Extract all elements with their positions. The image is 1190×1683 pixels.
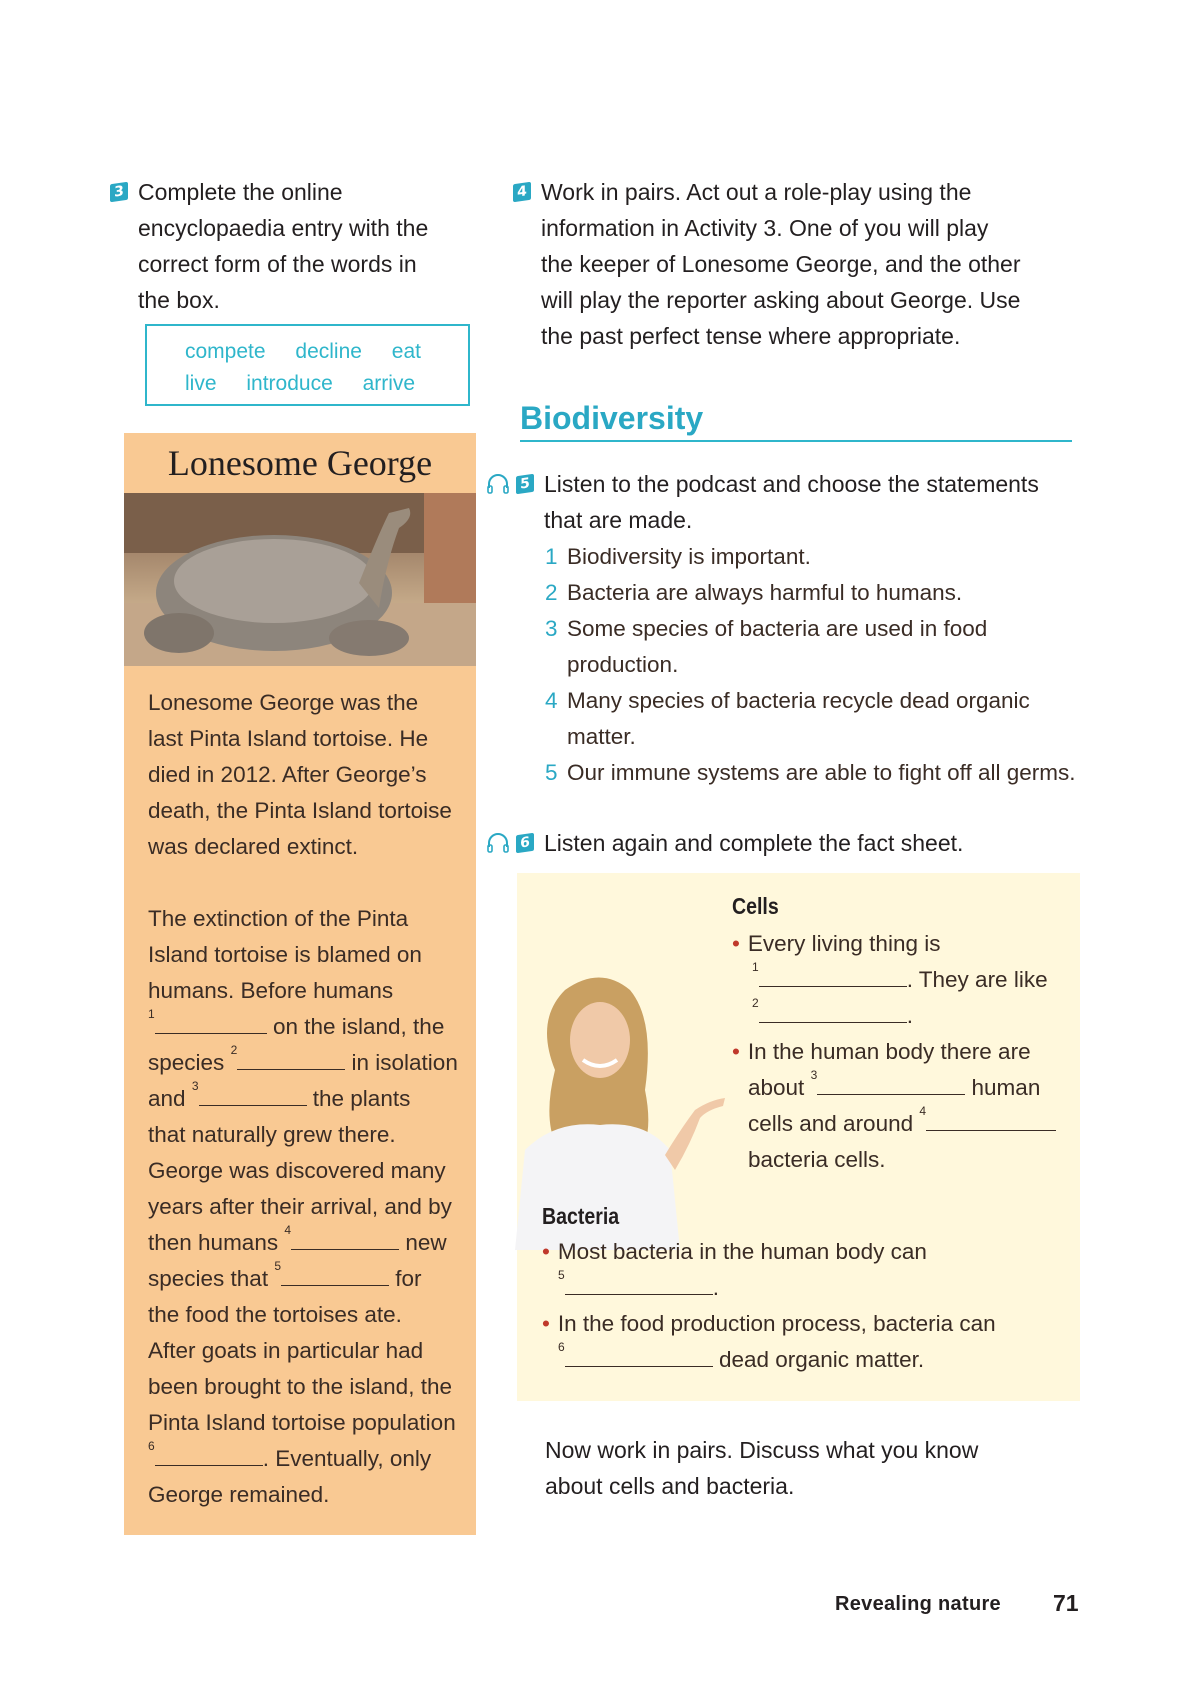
activity-3-instruction — [110, 174, 480, 318]
gap-5-blank[interactable] — [565, 1272, 713, 1295]
text-span: the plants — [312, 1086, 411, 1111]
unit-title: Revealing nature — [835, 1593, 1001, 1615]
headphones-icon[interactable] — [486, 833, 510, 853]
instruction-line: the keeper of Lonesome George, and the other — [541, 251, 1021, 277]
activity-number-badge: 6 — [516, 833, 534, 854]
text-line: Island tortoise is blamed on — [148, 942, 422, 967]
word-option: arrive — [362, 372, 416, 395]
statement-text: Our immune systems are able to fight off all germs. — [567, 760, 1076, 785]
encyclopaedia-entry — [124, 433, 476, 1535]
gap-number: 2 — [230, 1043, 238, 1057]
fact-line — [732, 1034, 1072, 1070]
text-line: humans. Before humans — [148, 978, 394, 1003]
gap-2-blank[interactable] — [237, 1047, 345, 1070]
statement-text: Bacteria are always harmful to humans. — [567, 580, 963, 605]
gap-number: 3 — [810, 1068, 818, 1082]
cells-section — [732, 893, 1072, 1178]
word-option: decline — [295, 340, 362, 363]
text-line: the food the tortoises ate. — [148, 1302, 402, 1327]
text-line: George remained. — [148, 1482, 330, 1507]
statement-item[interactable] — [545, 575, 1085, 611]
gap-1-blank[interactable] — [759, 964, 907, 987]
article-body — [148, 685, 468, 1513]
text-line: been brought to the island, the — [148, 1374, 452, 1399]
article-title: Lonesome George — [167, 443, 433, 483]
instruction-line: encyclopaedia entry with the — [138, 215, 429, 241]
text-span: . — [906, 1003, 913, 1028]
gap-5-blank[interactable] — [281, 1263, 389, 1286]
text-line: The extinction of the Pinta — [148, 906, 409, 931]
instruction-line: will play the reporter asking about George. Use — [541, 287, 1021, 313]
fact-line — [542, 1270, 1072, 1306]
statement-item[interactable] — [545, 755, 1085, 791]
gap-number: 6 — [558, 1340, 565, 1354]
bullet-icon: • — [732, 1039, 740, 1064]
text-span: about — [748, 1075, 805, 1100]
text-span: on the island, the — [272, 1014, 445, 1039]
text-line: death, the Pinta Island tortoise — [148, 798, 452, 823]
gap-number: 2 — [752, 996, 759, 1010]
page-number: 71 — [1053, 1590, 1079, 1616]
text-line: was declared extinct. — [148, 834, 359, 859]
bullet-icon: • — [542, 1311, 550, 1336]
gap-number: 1 — [148, 1007, 155, 1021]
gap-3-blank[interactable] — [817, 1072, 965, 1095]
gap-number: 5 — [558, 1268, 565, 1282]
fact-line — [732, 1070, 1072, 1106]
bacteria-heading: Bacteria — [542, 1203, 620, 1229]
fact-line — [542, 1306, 1072, 1342]
instruction-line: the past perfect tense where appropriate. — [541, 323, 961, 349]
gap-number: 1 — [752, 960, 759, 974]
fact-line — [542, 1234, 1072, 1270]
activity-6-instruction — [486, 825, 1086, 861]
text-line: After goats in particular had — [148, 1338, 424, 1363]
statement-number: 3 — [545, 616, 558, 641]
statement-item[interactable] — [545, 611, 1085, 683]
word-option: live — [185, 372, 217, 395]
text-line — [148, 1081, 468, 1117]
cells-heading: Cells — [732, 893, 779, 919]
text-line — [148, 1009, 468, 1045]
statement-item[interactable] — [545, 539, 1085, 575]
word-option: introduce — [246, 372, 333, 395]
text-span: Every living thing is — [747, 931, 941, 956]
text-line: died in 2012. After George’s — [148, 762, 427, 787]
text-line: Pinta Island tortoise population — [148, 1410, 456, 1435]
text-span: cells and around — [748, 1111, 914, 1136]
statement-text: Biodiversity is important. — [567, 544, 811, 569]
gap-6-blank[interactable] — [155, 1443, 263, 1466]
word-option: compete — [185, 340, 266, 363]
statement-text: Some species of bacteria are used in food — [567, 616, 988, 641]
word-box — [145, 324, 470, 406]
text-span: then humans — [148, 1230, 279, 1255]
gap-3-blank[interactable] — [199, 1083, 307, 1106]
instruction-line: Complete the online — [138, 179, 343, 205]
text-span: species — [148, 1050, 225, 1075]
text-span: . They are like — [906, 967, 1048, 992]
statement-text: Many species of bacteria recycle dead organic — [567, 688, 1030, 713]
text-line: that naturally grew there. — [148, 1122, 396, 1147]
bacteria-section — [542, 1203, 1072, 1378]
fact-line — [732, 962, 1072, 998]
fact-sheet — [517, 873, 1080, 1401]
statement-item[interactable] — [545, 683, 1085, 755]
text-span: dead organic matter. — [718, 1347, 925, 1372]
text-line — [148, 1441, 468, 1477]
gap-number: 6 — [148, 1439, 155, 1453]
fact-line — [732, 998, 1072, 1034]
text-line — [148, 1225, 468, 1261]
text-span: and — [148, 1086, 186, 1111]
fact-line: bacteria cells. — [748, 1147, 886, 1172]
gap-number: 3 — [191, 1079, 199, 1093]
instruction-line: about cells and bacteria. — [545, 1473, 795, 1499]
text-line — [148, 1261, 468, 1297]
text-line: Lonesome George was the — [148, 690, 419, 715]
word-option: eat — [391, 340, 421, 363]
instruction-line: Listen to the podcast and choose the statements — [544, 471, 1039, 497]
text-span: for — [395, 1266, 422, 1291]
fact-line — [732, 1106, 1072, 1142]
gap-1-blank[interactable] — [155, 1011, 267, 1034]
instruction-line: information in Activity 3. One of you will play — [541, 215, 989, 241]
text-line: George was discovered many — [148, 1158, 446, 1183]
text-span: Most bacteria in the human body can — [557, 1239, 927, 1264]
tortoise-illustration — [124, 493, 476, 666]
activity-5-instruction — [486, 466, 1086, 538]
text-line: last Pinta Island tortoise. He — [148, 726, 429, 751]
section-heading: Biodiversity — [520, 398, 1072, 442]
fact-line — [732, 926, 1072, 962]
statement-text: production. — [567, 652, 679, 677]
fact-line — [542, 1342, 1072, 1378]
instruction-line: Work in pairs. Act out a role-play using the — [541, 179, 972, 205]
activity-number-badge: 5 — [516, 474, 534, 495]
bullet-icon: • — [732, 931, 740, 956]
instruction-line: that are made. — [544, 507, 693, 533]
tortoise-photo — [124, 493, 476, 666]
statement-number: 2 — [545, 580, 558, 605]
bullet-icon: • — [542, 1239, 550, 1264]
text-span: species that — [148, 1266, 269, 1291]
statement-list — [545, 539, 1085, 791]
instruction-line: correct form of the words in — [138, 251, 417, 277]
gap-2-blank[interactable] — [759, 1000, 907, 1023]
text-span: human — [971, 1075, 1041, 1100]
gap-number: 5 — [274, 1259, 282, 1273]
gap-number: 4 — [284, 1223, 292, 1237]
text-line — [148, 1045, 468, 1081]
activity-number-badge: 3 — [110, 182, 128, 203]
instruction-line: Listen again and complete the fact sheet. — [544, 830, 964, 856]
text-span: new — [405, 1230, 447, 1255]
statement-number: 4 — [545, 688, 558, 713]
text-span: In the human body there are — [747, 1039, 1031, 1064]
activity-number-badge: 4 — [513, 182, 531, 203]
gap-6-blank[interactable] — [565, 1344, 713, 1367]
gap-4-blank[interactable] — [926, 1108, 1056, 1131]
text-span: . — [712, 1275, 719, 1300]
followup-instruction — [545, 1432, 1065, 1504]
statement-text: matter. — [567, 724, 636, 749]
gap-number: 4 — [919, 1104, 927, 1118]
activity-4-instruction — [513, 174, 1093, 354]
instruction-line: the box. — [138, 287, 220, 313]
gap-4-blank[interactable] — [291, 1227, 399, 1250]
text-span: in isolation — [351, 1050, 458, 1075]
text-line: years after their arrival, and by — [148, 1194, 452, 1219]
statement-number: 1 — [545, 544, 558, 569]
text-span: . Eventually, only — [262, 1446, 432, 1471]
instruction-line: Now work in pairs. Discuss what you know — [545, 1437, 979, 1463]
text-span: In the food production process, bacteria can — [557, 1311, 996, 1336]
headphones-icon[interactable] — [486, 474, 510, 494]
statement-number: 5 — [545, 760, 558, 785]
